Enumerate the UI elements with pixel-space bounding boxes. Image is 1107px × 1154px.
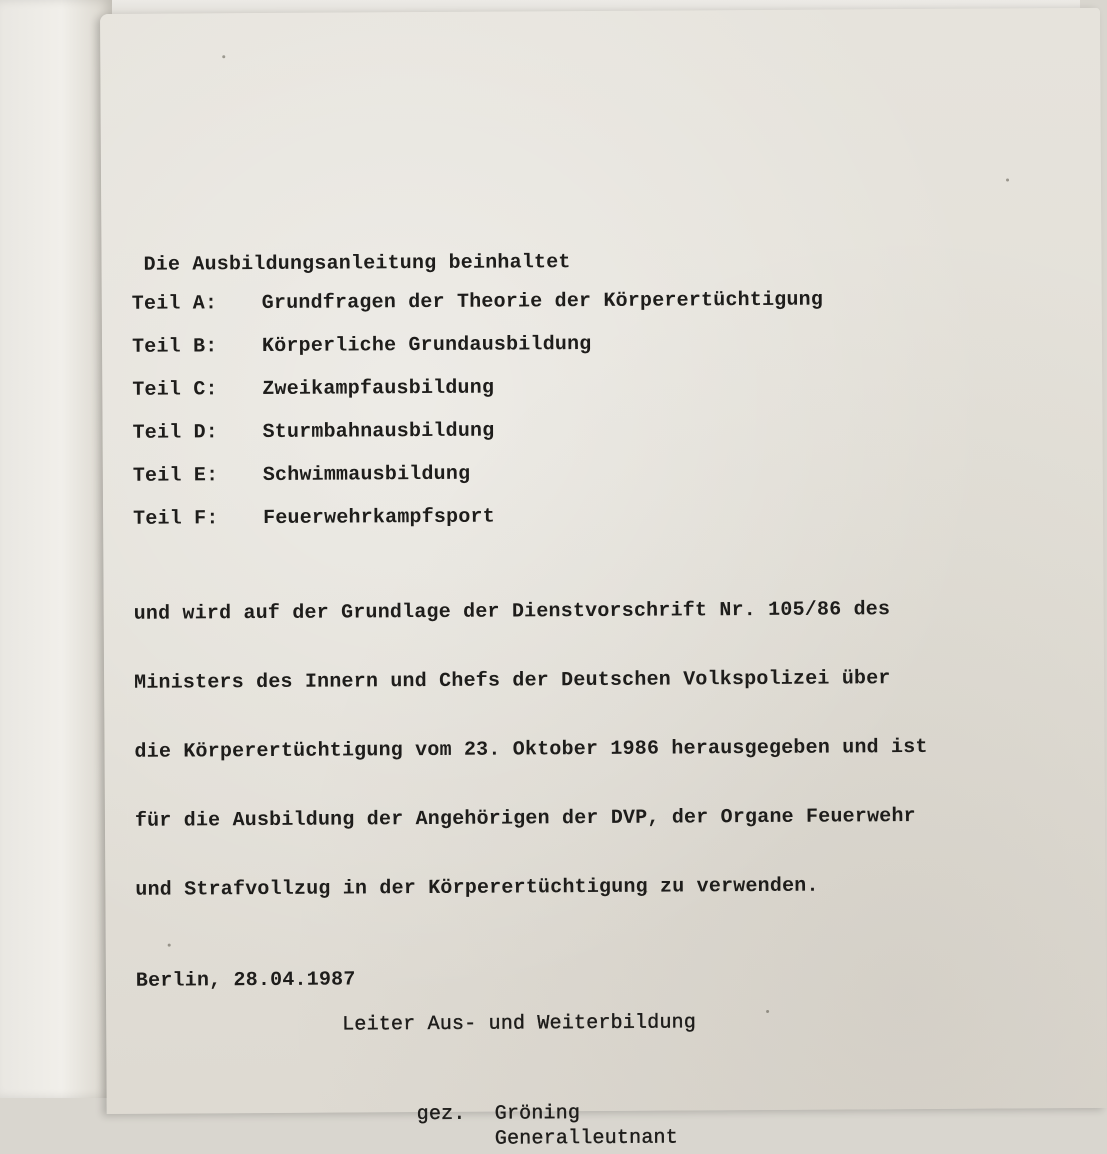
part-label: Teil B: bbox=[131, 335, 218, 359]
part-label: Teil D: bbox=[132, 421, 219, 445]
document-body bbox=[131, 248, 1096, 1154]
part-label: Teil C: bbox=[132, 378, 218, 402]
paragraph-line: und wird auf der Grundlage der Dienstvorschrift Nr. 105/86 des bbox=[133, 598, 891, 626]
signature-row bbox=[417, 1123, 1097, 1152]
part-title: Zweikampfausbildung bbox=[262, 376, 495, 402]
underlying-page-edge bbox=[0, 0, 112, 1098]
signatory-rank: Generalleutnant bbox=[494, 1126, 678, 1151]
part-title: Feuerwehrkampfsport bbox=[263, 505, 495, 531]
part-label: Teil A: bbox=[131, 292, 218, 316]
part-title: Körperliche Grundausbildung bbox=[261, 333, 592, 359]
body-paragraph bbox=[133, 551, 1095, 948]
intro-line: Die Ausbildungsanleitung beinhaltet bbox=[143, 251, 571, 277]
part-item bbox=[132, 373, 1092, 422]
paragraph-line: die Körperertüchtigung vom 23. Oktober 1986 herausgegeben und ist bbox=[134, 735, 928, 764]
document-sheet bbox=[100, 8, 1107, 1151]
signature-block bbox=[417, 1098, 1097, 1152]
signatory-name: Gröning bbox=[494, 1102, 581, 1126]
office-title: Leiter Aus- und Weiterbildung bbox=[342, 1011, 697, 1037]
part-item bbox=[132, 416, 1092, 465]
parts-list bbox=[132, 287, 1094, 551]
paragraph-line: und Strafvollzug in der Körperertüchtigung zu verwenden. bbox=[135, 874, 819, 902]
part-title: Grundfragen der Theorie der Körperertüchtigung bbox=[261, 288, 824, 316]
part-label: Teil E: bbox=[132, 464, 219, 488]
paragraph-line: für die Ausbildung der Angehörigen der DVP, der Organe Feuerwehr bbox=[134, 805, 916, 833]
part-title: Sturmbahnausbildung bbox=[262, 419, 495, 445]
part-title: Schwimmausbildung bbox=[262, 462, 471, 488]
part-label: Teil F: bbox=[133, 507, 219, 531]
part-item bbox=[132, 330, 1092, 379]
paragraph-line: Ministers des Innern und Chefs der Deutschen Volkspolizei über bbox=[134, 667, 891, 695]
part-item bbox=[133, 502, 1093, 551]
signature-prefix: gez. bbox=[416, 1102, 466, 1127]
part-item bbox=[133, 459, 1093, 508]
signature-spacer bbox=[417, 1127, 495, 1152]
paper-speck bbox=[222, 55, 225, 58]
paper-speck bbox=[1006, 178, 1009, 181]
part-item bbox=[132, 287, 1092, 336]
place-date: Berlin, 28.04.1987 bbox=[135, 968, 356, 993]
